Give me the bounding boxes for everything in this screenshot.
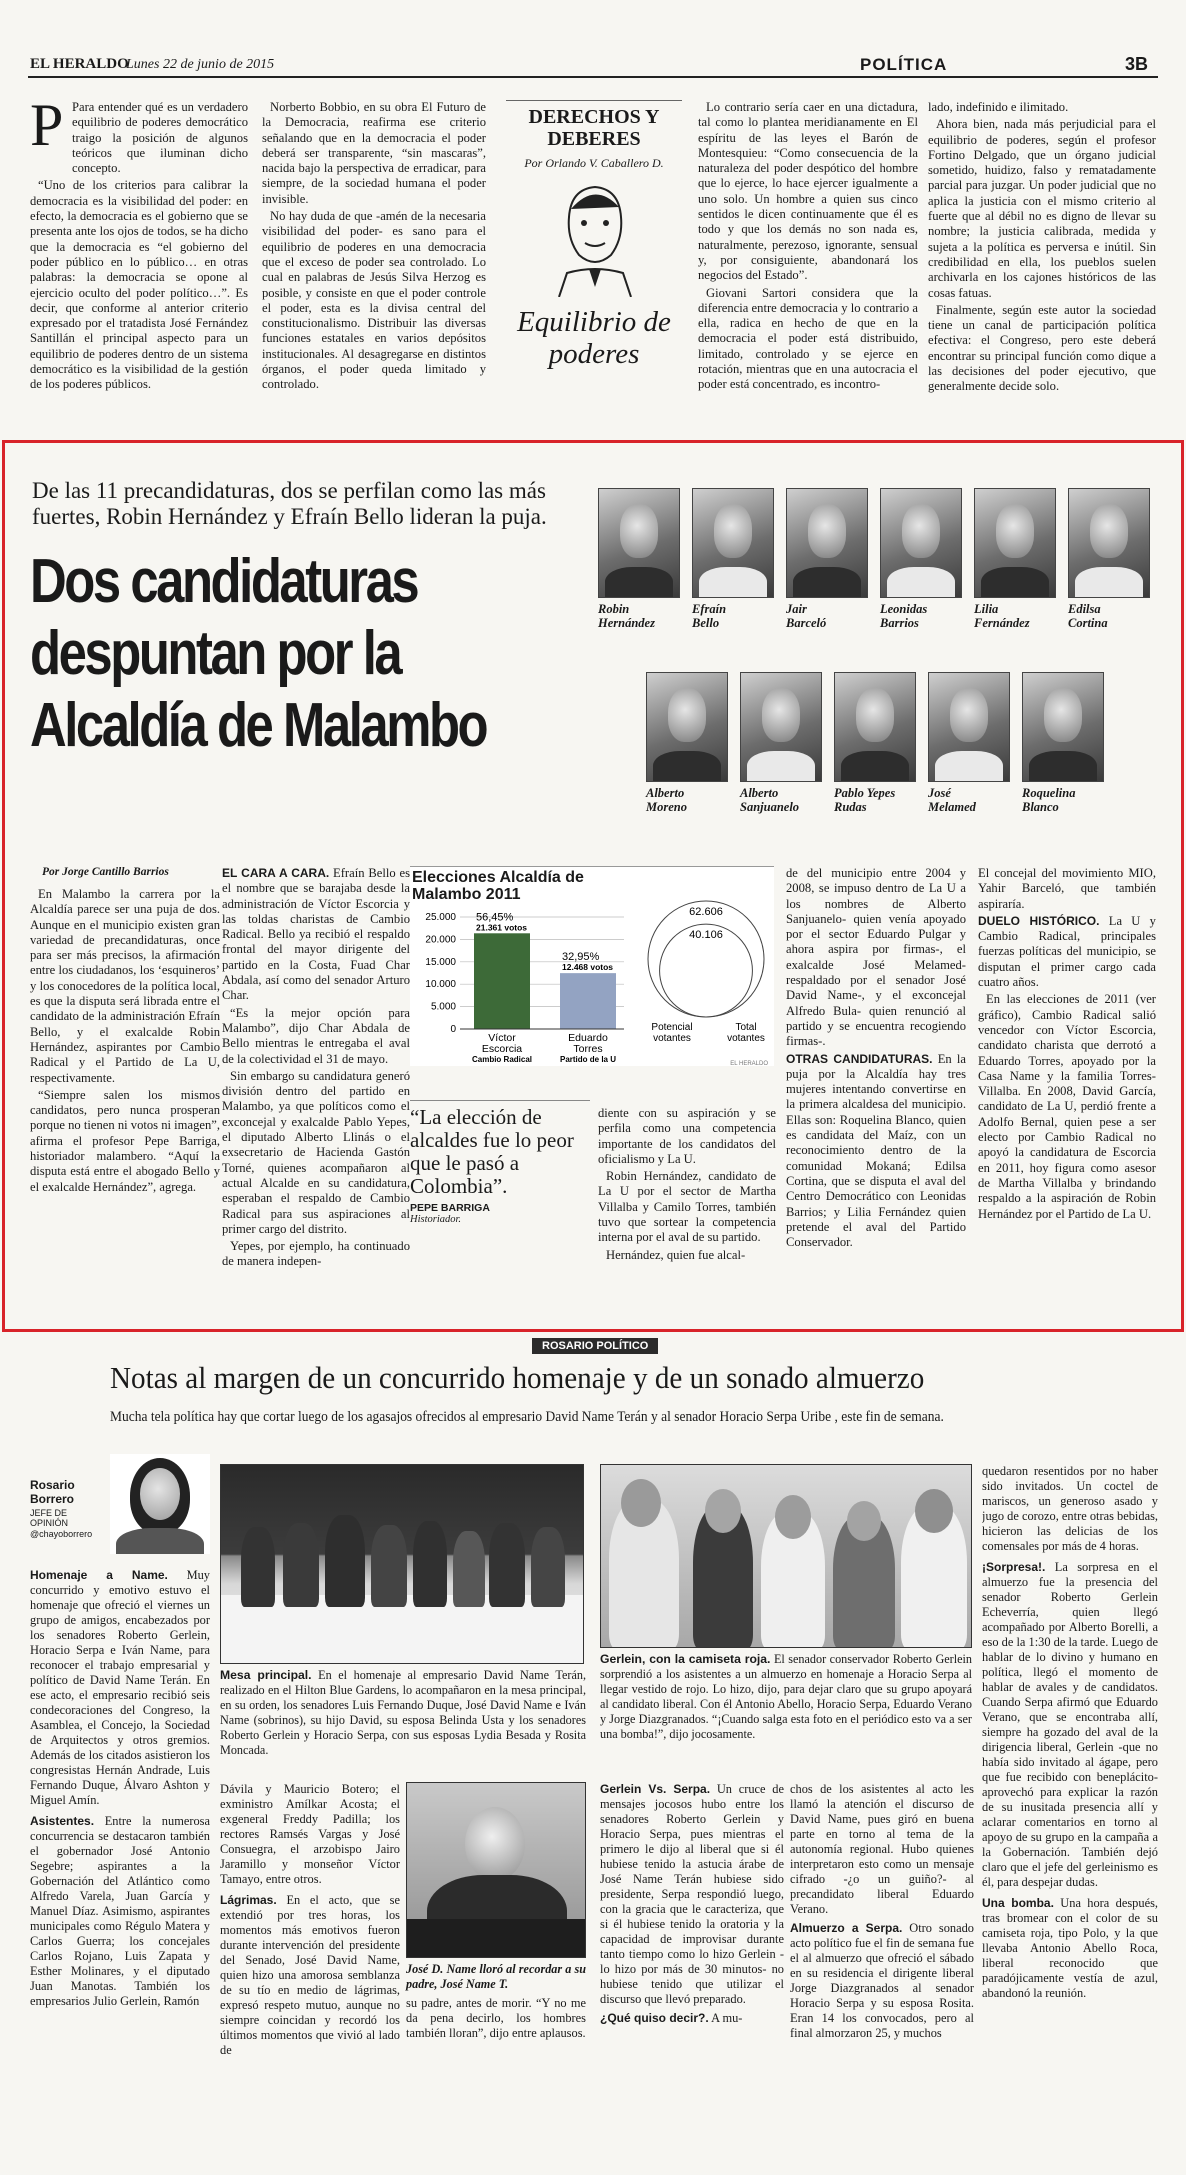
rosario-headline: Notas al margen de un concurrido homenaje y de un sonado almuerzo bbox=[110, 1360, 925, 1395]
rosario-c1: Muy concurrido y emotivo estuvo el homenaje que ofreció el viernes un grupo de amigos, encabezados por los senadores Roberto Gerlein, Horacio Serpa e Iván Name, para reconocer el trabajo empresarial y político de David Name Terán. En ese acto, el empresario recibió seis condecoraciones del Congreso, la Asamblea, el Concejo, la Sociedad de Arquitectos y otros gremios. Además de los citados asistieron los congresistas Hernán Andrade, Luis Fernando Duque, Álvaro Ashton y Miguel Amín. bbox=[30, 1568, 210, 1807]
rosario-c6c: Una hora después, tras bromear con el color de su camiseta roja, tipo Polo, y la que llevaba Antonio Abello Roca, liberal reconocido que paradójicamente vestía de azul, abandonó la reunión. bbox=[982, 1896, 1158, 2000]
y-tick-label: 25.000 bbox=[425, 912, 456, 923]
candidate-photo bbox=[834, 672, 916, 782]
candidate-first-name: José bbox=[928, 786, 951, 800]
deck: De las 11 precandidaturas, dos se perfilan como las más fuertes, Robin Hernández y Efraín Bello lideran la puja. bbox=[32, 478, 547, 529]
photo-name-speech bbox=[406, 1782, 586, 1958]
quote-author: PEPE BARRIGA bbox=[410, 1202, 490, 1214]
main-col-3 bbox=[598, 1106, 776, 1302]
rosario-col-2 bbox=[220, 1782, 400, 2162]
potential-value: 62.606 bbox=[689, 906, 723, 918]
headline-line-3: Alcaldía de Malambo bbox=[30, 691, 487, 760]
rosario-c4c-lead: ¿Qué quiso decir?. bbox=[600, 2011, 709, 2025]
candidate-last-name: Rudas bbox=[834, 800, 867, 814]
main-col-4 bbox=[786, 866, 966, 1298]
rosario-c4-lead: Gerlein Vs. Serpa. bbox=[600, 1782, 711, 1796]
opinion-col2-p2: No hay duda de que -amén de la necesaria visibilidad del poder- es sano para el equilibrio de poderes en una democracia que el exceso de poder sea controlado. Lo cual en palabras de Jesús Silva Herzog es posible, y consiste en que el poder controle el poder, esta es la divisa central del constitucionalismo. Distribuir las diversas funciones estatales en varios depósitos institucionales. Al desagregarse en distintos órganos, el poder queda limitado y controlado. bbox=[262, 209, 486, 392]
opinion-title-2: DEBERES bbox=[547, 128, 641, 150]
main-col1-p1: En Malambo la carrera por la Alcaldía parece ser una puja de dos. Aunque en el municipio existen gran variedad de precandidaturas, once para ser más precisos, la afirmación entre los ciudadanos, los ‘esquineros’ y los conocedores de la política local, es que la disputa será librada entre el candidato de la administración Efraín Bello, y el exalcalde Robin Hernández, aspirantes por Cambio Radical y el Partido de La U, respectivamente. bbox=[30, 887, 220, 1085]
rosario-c2: Dávila y Mauricio Botero; el exministro Amílkar Acosta; el exgeneral Freddy Padilla; los rectores Ramsés Vargas y José Consuegra, el arzobispo Jairo Jaramillo y monseñor Víctor Tamayo, entre otros. bbox=[220, 1782, 400, 1886]
category-label: Torres bbox=[573, 1043, 603, 1055]
rosario-c6c-lead: Una bomba. bbox=[982, 1896, 1054, 1910]
opinion-column-box bbox=[506, 100, 682, 400]
drop-cap: P bbox=[30, 92, 64, 158]
author-last: Borrero bbox=[30, 1492, 75, 1506]
candidate-first-name: Jair bbox=[786, 602, 807, 616]
candidate-last-name: Blanco bbox=[1022, 800, 1059, 814]
quote-text: “La elección de alcaldes fue lo peor que le pasó a Colombia”. bbox=[410, 1105, 574, 1198]
chart-title: Elecciones Alcaldía de Malambo 2011 bbox=[412, 869, 584, 903]
potential-caption: votantes bbox=[653, 1033, 691, 1044]
main-col2-p3: Sin embargo su candidatura generó división dentro del partido en Malambo, ya que políticos como el exconcejal y exalcalde Pablo Yepes, el diputado Alberto Llinás o el exsecretario de Hacienda Gastón Torné, quienes acompañaron al actual Alcalde en su candidatura, esperaban el respaldo de Cambio Radical para sus aspiraciones al primer cargo del distrito. bbox=[222, 1068, 410, 1236]
rosario-c4: Un cruce de mensajes jocosos hubo entre los senadores Roberto Gerlein y Horacio Serpa, pues mientras el primero le dijo al liberal que si él hubiese tenido la astucia árabe de José Name Terán hubiese sido presidente, Serpa respondió luego, con la gracia que le caracteriza, que si él hubiese tenido la oratoria y la capacidad de improvisar durante tanto tiempo como lo hizo Gerlein -lo hizo por más de 30 minutos- no hubiese tenido que utilizar el discurso que llevó preparado. bbox=[600, 1782, 784, 2006]
main-col5-p3: En las elecciones de 2011 (ver gráfico), Cambio Radical salió vencedor con Víctor Escorcia, candidato charista que derrotó a Eduardo Torres, apoyado por la Casa Name y la familia Torres-Villalba. En 2008, David García, candidato de La U, perdió frente a Adolfo Bernal, quien pese a ser electo por Cambio Radical no apoyó la candidatura de Escorcia en 2011, hoy figura como asesor de Martha Villalba y brindando respaldo a la aspiración de Robin Hernández por el Partido de La U. bbox=[978, 992, 1156, 1221]
author-photo bbox=[110, 1454, 210, 1554]
main-col2-p4: Yepes, por ejemplo, ha continuado de manera indepen- bbox=[222, 1239, 410, 1269]
candidate-photo bbox=[928, 672, 1010, 782]
author-first: Rosario bbox=[30, 1478, 75, 1492]
candidate-name bbox=[974, 602, 1030, 630]
candidate-first-name: Leonidas bbox=[880, 602, 928, 616]
opinion-col2-p1: Norberto Bobbio, en su obra El Futuro de la Democracia, reafirma ese criterio señalando que en la democracia el poder deberá ser transparente, “sin mascaras”, nacida bajo la perspectiva de erradicar, para siempre, de la sociedad humana el poder invisible. bbox=[262, 100, 486, 206]
author-handle: @chayoborrero bbox=[30, 1529, 93, 1539]
rosario-col-6 bbox=[982, 1464, 1158, 2164]
y-tick-label: 20.000 bbox=[425, 934, 456, 946]
candidate-last-name: Bello bbox=[692, 616, 720, 630]
candidate-first-name: Alberto bbox=[740, 786, 779, 800]
value-label: 21.361 votos bbox=[476, 922, 528, 933]
candidate-photo bbox=[974, 488, 1056, 598]
total-value: 40.106 bbox=[689, 929, 723, 942]
opinion-column-name-1: Equilibrio de bbox=[517, 306, 671, 338]
candidate-name bbox=[880, 602, 927, 630]
photo3-caption: José D. Name lloró al recordar a su padre, José Name T. bbox=[406, 1962, 586, 1991]
candidate-photo bbox=[786, 488, 868, 598]
main-col3-p3: Hernández, quien fue alcal- bbox=[606, 1247, 746, 1262]
rosario-c2b-lead: Lágrimas. bbox=[220, 1893, 277, 1907]
gerlein-lead: Gerlein, con la camiseta roja. bbox=[600, 1652, 771, 1666]
main-col5-p1: El concejal del movimiento MIO, Yahir Barceló, que también aspiraría. bbox=[978, 866, 1156, 911]
main-col-1 bbox=[30, 887, 220, 1297]
y-tick-label: 0 bbox=[450, 1024, 456, 1035]
gerlein-text: El senador conservador Roberto Gerlein sorprendió a los asistentes a un almuerzo en homenaje a Horacio Serpa al llegar vestido de rojo. Lo hizo, dijo, para dejar claro que su grupo apoyará al candidato liberal. Con él Antonio Abello, Horacio Serpa, Eduardo Verano y Jorge Diazgranados. “¡Cuando salga esta foto en el periódico esto va a ser una bomba!”, dijo jocosamente. bbox=[600, 1652, 973, 1741]
category-label: Escorcia bbox=[481, 1043, 523, 1055]
potential-voters-circle bbox=[648, 901, 764, 1017]
bar bbox=[474, 933, 530, 1029]
main-col2-p2: “Es la mejor opción para Malambo”, dijo Char Abdala de Bello mientras le entregaba el aval de la colectividad el 31 de mayo. bbox=[222, 1005, 410, 1066]
rosario-c4c: A mu- bbox=[711, 2011, 743, 2025]
candidate-name bbox=[692, 602, 726, 630]
masthead: EL HERALDO bbox=[30, 56, 129, 72]
main-col4-lead: OTRAS CANDIDATURAS. bbox=[786, 1051, 933, 1066]
opinion-col3-p1: Lo contrario sería caer en una dictadura, tal como lo plantea meridianamente en El espíritu de las leyes el Barón de Montesquieu: “Como consecuencia de la naturaleza del poder despótico del hombre que lo ejerce, lo hace ejercer igualmente a uno solo. Un hombre a quien sus cinco sentidos le dicen continuamente que él es todo y que los demás no son nada es, naturalmente, perezoso, ignorante, sensual y, por consiguiente, abandonará los negocios del Estado”. bbox=[698, 100, 918, 283]
candidate-first-name: Edilsa bbox=[1068, 602, 1101, 616]
mesa-lead: Mesa principal. bbox=[220, 1668, 312, 1682]
candidate-photo bbox=[740, 672, 822, 782]
opinion-col-3 bbox=[698, 100, 918, 430]
main-col-2 bbox=[222, 866, 410, 1298]
opinion-col-4 bbox=[928, 100, 1156, 430]
rosario-c1b-lead: Asistentes. bbox=[30, 1814, 95, 1828]
columnist-sketch bbox=[539, 177, 649, 297]
candidate-photo bbox=[598, 488, 680, 598]
section-title: POLÍTICA bbox=[860, 55, 948, 74]
total-caption: Total bbox=[735, 1022, 757, 1033]
headline-line-1: Dos candidaturas bbox=[30, 547, 418, 616]
candidate-last-name: Cortina bbox=[1068, 616, 1108, 630]
opinion-col1-p1: Para entender qué es un verdadero equilibrio de poderes democrático traigo la posición de algunos teóricos que iluminan dicho concepto. bbox=[72, 100, 248, 176]
main-col4-p2: En la puja por la Alcaldía hay tres mujeres intentando convertirse en la primera alcaldesa del municipio. Ellas son: Roquelina Blanco, quien es candidata del Maíz, con un reconocimiento dentro de la comunidad Mokaná; Edilsa Cortina, que se disputa el aval del Centro Democrático con Leonidas Barrios; y Lilia Fernández quien pretende el aval del Partido Conservador. bbox=[786, 1051, 966, 1250]
candidate-photo bbox=[1022, 672, 1104, 782]
candidate-first-name: Efraín bbox=[692, 602, 727, 616]
candidate-photo bbox=[646, 672, 728, 782]
opinion-col4-p3: Finalmente, según este autor la sociedad tiene un canal de participación política efectiva: el Congreso, pero este deberá encontrar su principal función como dique a las decisiones del poder ejecutivo, que generalmente decide solo. bbox=[928, 302, 1156, 394]
bar bbox=[560, 973, 616, 1029]
rosario-c2b: En el acto, que se extendió por tres horas, los momentos más emotivos fueron durante intervención del presidente del Senado, José David Name, quien hizo una amorosa semblanza de su tío en medio de lágrimas, expresó respeto mutuo, aunque no siempre coincidan y recordó los últimos momentos que vivió al lado de bbox=[220, 1893, 400, 2057]
main-col3-p2: Robin Hernández, candidato de La U por el sector de Martha Villalba y Camilo Torres, también tuvo que sortear la competencia interna por el aval de su partido. bbox=[598, 1169, 776, 1245]
opinion-col-2 bbox=[262, 100, 486, 430]
date: Lunes 22 de junio de 2015 bbox=[126, 57, 275, 72]
candidate-first-name: Pablo Yepes bbox=[834, 786, 896, 800]
rosario-col-4 bbox=[600, 1782, 784, 2162]
candidate-first-name: Robin bbox=[598, 602, 630, 616]
main-col4-p1: de del municipio entre 2004 y 2008, se impuso dentro de La U a los nombres de Alberto Sanjuanelo- quien venía apoyado por el sector Eduardo Pulgar y ahora aspira por firmas-, el exalcalde José Melamed-respaldado por el senador José David Name-, y el exconcejal Alfredo Bula- quien renunció al partido y se encuentra recogiendo firmas-. bbox=[786, 866, 966, 1049]
total-caption: votantes bbox=[727, 1033, 765, 1044]
chart-svg bbox=[410, 867, 774, 1067]
author-role-1: JEFE DE bbox=[30, 1508, 68, 1518]
opinion-column-name-2: poderes bbox=[548, 338, 640, 370]
candidate-last-name: Fernández bbox=[974, 616, 1030, 630]
category-sublabel: Partido de la U bbox=[559, 1055, 617, 1064]
rosario-c3b: su padre, antes de morir. “Y no me da pena decirlo, los hombres también lloran”, dijo entre aplausos. bbox=[406, 1996, 586, 2040]
candidate-first-name: Lilia bbox=[974, 602, 999, 616]
opinion-col4-p2: Ahora bien, nada más perjudicial para el equilibrio de poderes, según el profesor Fortino Delgado, que un órgano judicial sometido, huidizo, falso y rematadamente parcial para juzgar. Un poder judicial que no aplica la justicia con el mismo criterio al fuerte que al débil no es digno de llevar su nombre; la justicia calibrada, medida y sujeta a la política es perversa e inútil. Sin credibilidad en ella, los pueblos suelen archivarla en los cajones históricos de las cosas fatuas. bbox=[928, 117, 1156, 300]
main-byline: Por Jorge Cantillo Barrios bbox=[42, 866, 169, 878]
main-col3-p1: diente con su aspiración y se perfila como una competencia importante de los candidatos del oficialismo y La U. bbox=[598, 1106, 776, 1166]
main-col-5 bbox=[978, 866, 1156, 1298]
value-label: 12.468 votos bbox=[562, 962, 614, 973]
candidate-name bbox=[786, 602, 826, 630]
opinion-col-1 bbox=[30, 92, 248, 430]
page-number: 3B bbox=[1125, 54, 1149, 74]
header-rule bbox=[28, 76, 1158, 78]
candidate-name bbox=[834, 786, 895, 814]
election-chart bbox=[410, 866, 774, 1066]
pull-quote bbox=[410, 1106, 590, 1225]
rosario-col-5 bbox=[790, 1782, 974, 2162]
main-col5-p2: La U y Cambio Radical, principales fuerzas políticas del municipio, se disputan el primer cargo cada cuatro años. bbox=[978, 913, 1156, 990]
category-label: Víctor bbox=[488, 1032, 516, 1044]
percent-label: 56,45% bbox=[476, 911, 514, 924]
candidate-photo bbox=[692, 488, 774, 598]
rosario-tag: ROSARIO POLÍTICO bbox=[532, 1338, 658, 1354]
rosario-c1-lead: Homenaje a Name. bbox=[30, 1568, 168, 1582]
opinion-byline: Por Orlando V. Caballero D. bbox=[524, 156, 664, 170]
main-col2-lead: EL CARA A CARA. bbox=[222, 866, 330, 880]
main-col2-p1: Efraín Bello es el nombre que se barajaba desde la administración de Víctor Escorcia y las toldas charistas de Cambio Radical. Bello ya recibió el respaldo frontal del mayor dirigente del partido en la Costa, Fuad Char Abdala, así como del senador Arturo Char. bbox=[222, 866, 410, 1003]
photo-gerlein bbox=[600, 1464, 972, 1648]
candidate-name bbox=[598, 602, 655, 630]
rosario-subhead: Mucha tela política hay que cortar luego de los agasajos ofrecidos al empresario David Name Terán y al senador Horacio Serpa Uribe , este fin de semana. bbox=[110, 1409, 944, 1425]
candidate-last-name: Moreno bbox=[646, 800, 687, 814]
gerlein-caption bbox=[600, 1652, 972, 1742]
candidate-name bbox=[928, 786, 976, 814]
candidate-last-name: Melamed bbox=[928, 800, 976, 814]
opinion-col3-p2: Giovani Sartori considera que la diferencia entre democracia y lo contrario a ella, radica en hecho de que en la democracia el poder está distribuido, limitado, controlado y se ejerce en rotación, mientras que en una autocracia el poder está concentrado, es incontro- bbox=[698, 285, 918, 392]
headline bbox=[30, 546, 489, 762]
rosario-c1b: Entre la numerosa concurrencia se destacaron también el gobernador José Antonio Segebre; aspirantes a la Gobernación del Atlántico como Alfredo Varela, Juan García y Manuel Díaz. Asimismo, aspirantes municipales como Régulo Matera y Carlos Guerra; los concejales Carlos Rojano, Luis Zapata y Esther Molinares, y el diputado Juan Manotas. También los empresarios Julio Gerlein, Ramón bbox=[30, 1814, 210, 2008]
candidate-photo bbox=[880, 488, 962, 598]
y-tick-label: 10.000 bbox=[425, 979, 456, 991]
category-sublabel: Cambio Radical bbox=[471, 1055, 533, 1064]
quote-role: Historiador. bbox=[410, 1214, 462, 1225]
opinion-col1-p2: “Uno de los criterios para calibrar la democracia es la visibilidad del poder: en efecto, la democracia es el gobierno que se presenta ante los ojos de todos, se ha dicho que la democracia es “el gobierno del poder público en lo público… en otras palabras: la democracia se opone al ejercicio oculto del poder político…”. Es decir, que conforme al anterior criterio expresado por el tratadista José Fernández Santillán el principal aspecto para un equilibrio de poderes dentro de un sistema democrático es la visibilidad de la gestión de los poderes públicos. bbox=[30, 178, 248, 392]
rosario-col-1 bbox=[30, 1568, 210, 2158]
y-tick-label: 15.000 bbox=[425, 956, 456, 968]
potential-caption: Potencial bbox=[651, 1022, 693, 1033]
rosario-c6b: La sorpresa en el almuerzo fue la presencia del senador Roberto Gerlein Echeverría, quien llegó acompañado por Alberto Borelli, a eso de la 1:30 de la tarde. Luego de hablar de lo divino y humano en política, llegó el momento de hablar de avales y de candidatos. Cuando Serpa afirmó que Eduardo Verano, que se encontraba allí, siempre ha gozado del aval de la dirigencia liberal, Gerlein -que no había sido invitado al ágape, pero que fue recibido con beneplácito- aprovechó para explicar la razón de su inusitada presencia allí y aclarar comentarios en torno al apoyo de su grupo en la campaña a la Gobernación. También dejó claro que el jefe del gerleinismo es él, para despejar dudas. bbox=[982, 1560, 1158, 1889]
candidate-first-name: Roquelina bbox=[1022, 786, 1076, 800]
category-label: Eduardo bbox=[568, 1032, 608, 1044]
headline-line-2: despuntan por la bbox=[30, 619, 401, 688]
rosario-c6: quedaron resentidos por no haber sido invitados. Un coctel de mariscos, un generoso asado y jugo de corozo, entre otras bebidas, hicieron las delicias de los comensales por más de 4 horas. bbox=[982, 1464, 1158, 1553]
author-box bbox=[30, 1448, 210, 1558]
main-col1-p2: “Siempre salen los mismos candidatos, pero nunca prosperan porque no tienen ni votos ni imagen”, afirma el profesor Pepe Barriga, historiador malambero. “Aquí la disputa está entre el abogado Bello y el exalcalde Hernández”, agrega. bbox=[30, 1087, 220, 1194]
mesa-caption bbox=[220, 1668, 586, 1758]
candidate-photo bbox=[1068, 488, 1150, 598]
rosario-c5b-lead: Almuerzo a Serpa. bbox=[790, 1921, 903, 1935]
percent-label: 32,95% bbox=[562, 951, 600, 964]
candidate-name bbox=[1022, 786, 1076, 814]
mesa-text: En el homenaje al empresario David Name Terán, realizado en el Hilton Blue Gardens, lo acompañaron en la mesa principal, en su orden, los senadores Luis Fernando Duque, José David Name e Iván Name (sobrinos), su hijo David, su esposa Belinda Usta y los senadores Roberto Gerlein y Horacio Serpa, con sus esposas Lydia Besada y Rosita Moncada. bbox=[220, 1668, 586, 1757]
author-role-2: OPINIÓN bbox=[30, 1518, 69, 1528]
photo-head-table bbox=[220, 1464, 584, 1664]
rosario-c6b-lead: ¡Sorpresa!. bbox=[982, 1560, 1046, 1574]
opinion-col4-p1: lado, indefinido e ilimitado. bbox=[928, 100, 1069, 114]
candidate-last-name: Barceló bbox=[786, 616, 827, 630]
rosario-col-3 bbox=[406, 1996, 586, 2116]
candidate-name bbox=[1068, 602, 1108, 630]
candidate-last-name: Hernández bbox=[598, 616, 655, 630]
candidate-name bbox=[646, 786, 687, 814]
candidate-first-name: Alberto bbox=[646, 786, 685, 800]
y-tick-label: 5.000 bbox=[430, 1001, 456, 1013]
main-col5-lead: DUELO HISTÓRICO. bbox=[978, 913, 1100, 928]
opinion-title-1: DERECHOS Y bbox=[528, 106, 660, 128]
candidate-name bbox=[740, 786, 799, 814]
candidate-last-name: Barrios bbox=[880, 616, 919, 630]
chart-credit: EL HERALDO bbox=[730, 1061, 768, 1067]
rosario-c5: chos de los asistentes al acto les llamó la atención el discurso de David Name, pues giró en buena parte en torno al tema de la autonomía regional. Hubo quienes interpretaron esto como un mensaje cifrado -¿o un guiño?- al precandidato liberal Eduardo Verano. bbox=[790, 1782, 974, 1916]
rosario-c5b: Otro sonado acto político fue el fin de semana fue el al almuerzo que ofreció el sábado en su residencia el dirigente liberal Jorge Diazgranados al senador Horacio Serpa y su esposa Rosita. Eran 14 los convocados, pero al final almorzaron 25, y muchos bbox=[790, 1921, 974, 2040]
candidate-last-name: Sanjuanelo bbox=[740, 800, 800, 814]
